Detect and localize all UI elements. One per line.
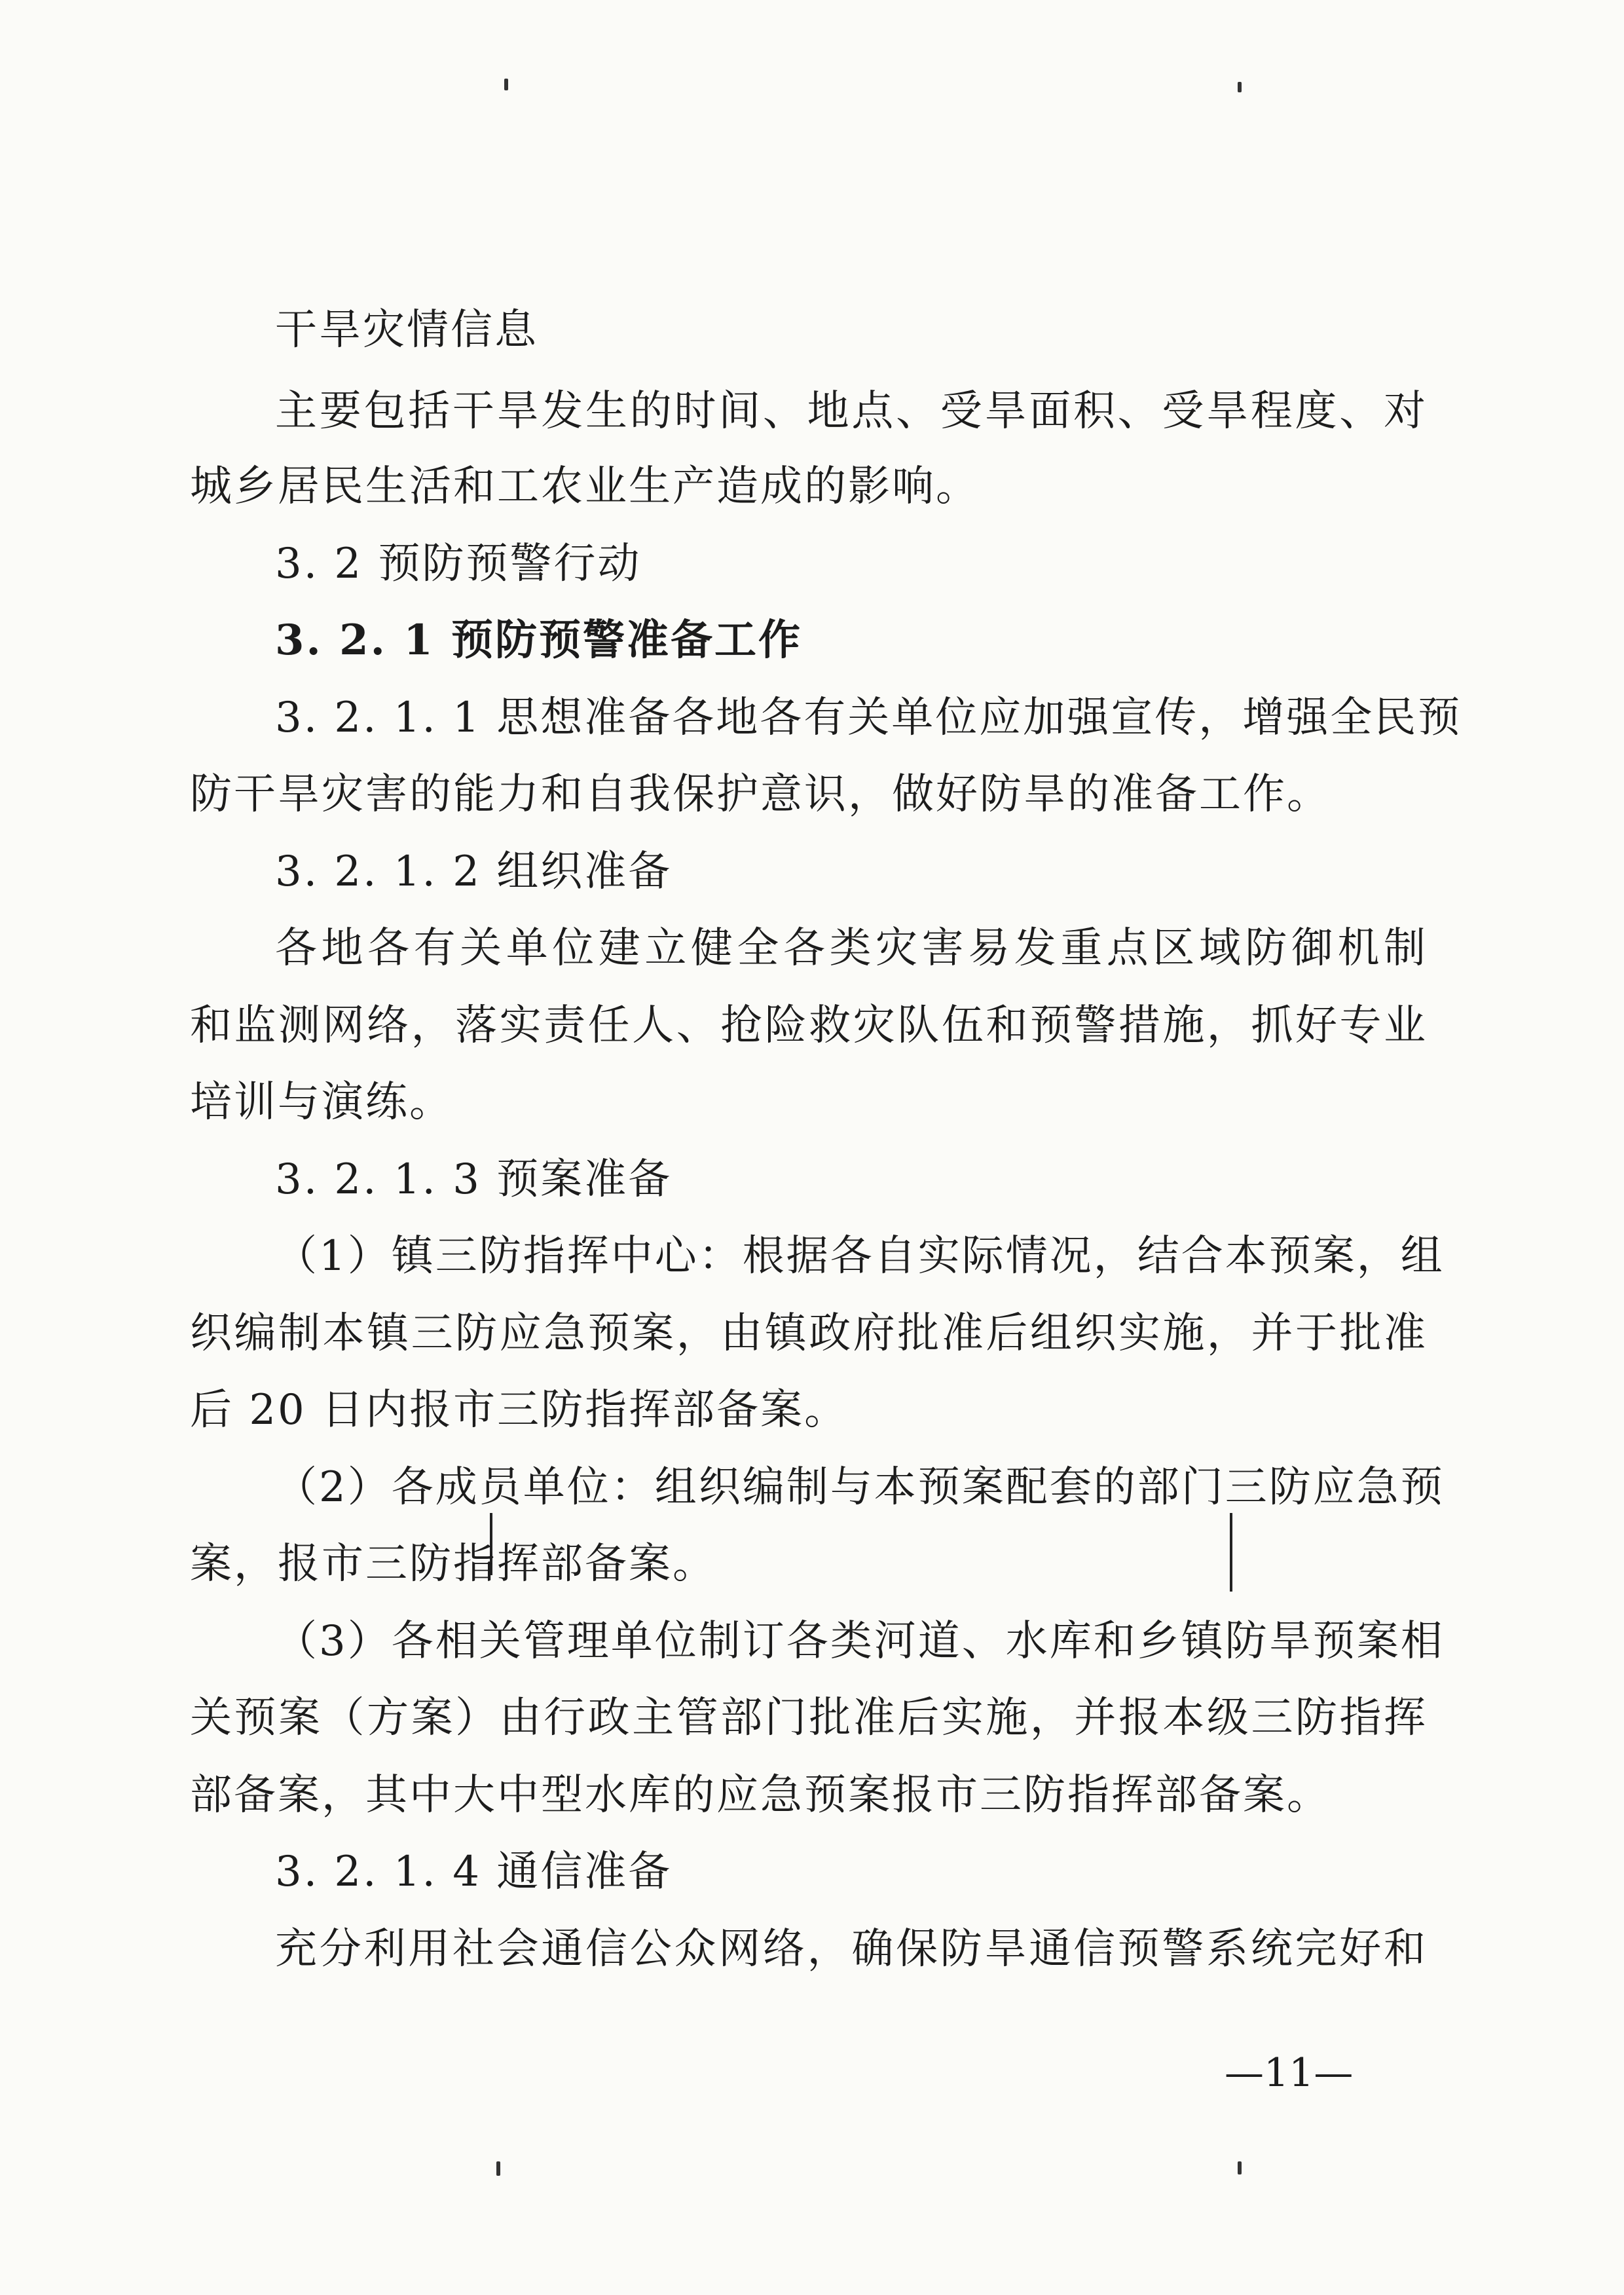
paragraph-line: 部备案，其中大中型水库的应急预案报市三防指挥部备案。 <box>190 1771 1331 1819</box>
paragraph-line: 培训与演练。 <box>190 1078 453 1127</box>
binding-mark-top-left <box>504 79 508 90</box>
section-heading-3-2-1: 3. 2. 1 预防预警准备工作 <box>275 616 802 665</box>
section-heading-3-2-1-4: 3. 2. 1. 4 通信准备 <box>275 1848 673 1896</box>
binding-mark-top-right <box>1238 82 1242 92</box>
heading-drought-info: 干旱灾情信息 <box>275 306 538 354</box>
paragraph-line: 3. 2. 1. 1 思想准备各地各有关单位应加强宣传，增强全民预 <box>275 694 1462 742</box>
paragraph-line: 城乡居民生活和工农业生产造成的影响。 <box>190 462 980 511</box>
paragraph-line: （3）各相关管理单位制订各类河道、水库和乡镇防旱预案相 <box>275 1617 1445 1666</box>
paragraph-line: 案，报市三防指挥部备案。 <box>190 1540 716 1588</box>
section-heading-3-2-1-3: 3. 2. 1. 3 预案准备 <box>275 1155 673 1204</box>
binding-mark-bottom-left <box>496 2161 500 2176</box>
page-number: —11— <box>1225 2050 1354 2096</box>
paragraph-line: 关预案（方案）由行政主管部门批准后实施，并报本级三防指挥 <box>190 1694 1428 1742</box>
paragraph-line: （2）各成员单位：组织编制与本预案配套的部门三防应急预 <box>275 1463 1445 1512</box>
paragraph-line: 主要包括干旱发生的时间、地点、受旱面积、受旱程度、对 <box>275 387 1428 436</box>
paragraph-line: （1）镇三防指挥中心：根据各自实际情况，结合本预案，组 <box>275 1232 1445 1280</box>
paragraph-line: 充分利用社会通信公众网络，确保防旱通信预警系统完好和 <box>275 1925 1428 1973</box>
paragraph-line: 各地各有关单位建立健全各类灾害易发重点区域防御机制 <box>275 924 1428 973</box>
paragraph-line: 防干旱灾害的能力和自我保护意识，做好防旱的准备工作。 <box>190 770 1331 819</box>
binding-mark-bottom-right <box>1238 2161 1242 2174</box>
section-heading-3-2-1-2: 3. 2. 1. 2 组织准备 <box>275 848 673 896</box>
section-heading-3-2: 3. 2 预防预警行动 <box>275 540 642 588</box>
paragraph-line: 织编制本镇三防应急预案，由镇政府批准后组织实施，并于批准 <box>190 1309 1428 1358</box>
paragraph-line: 后 20 日内报市三防指挥部备案。 <box>190 1386 849 1434</box>
paragraph-line: 和监测网络，落实责任人、抢险救灾队伍和预警措施，抓好专业 <box>190 1001 1428 1050</box>
